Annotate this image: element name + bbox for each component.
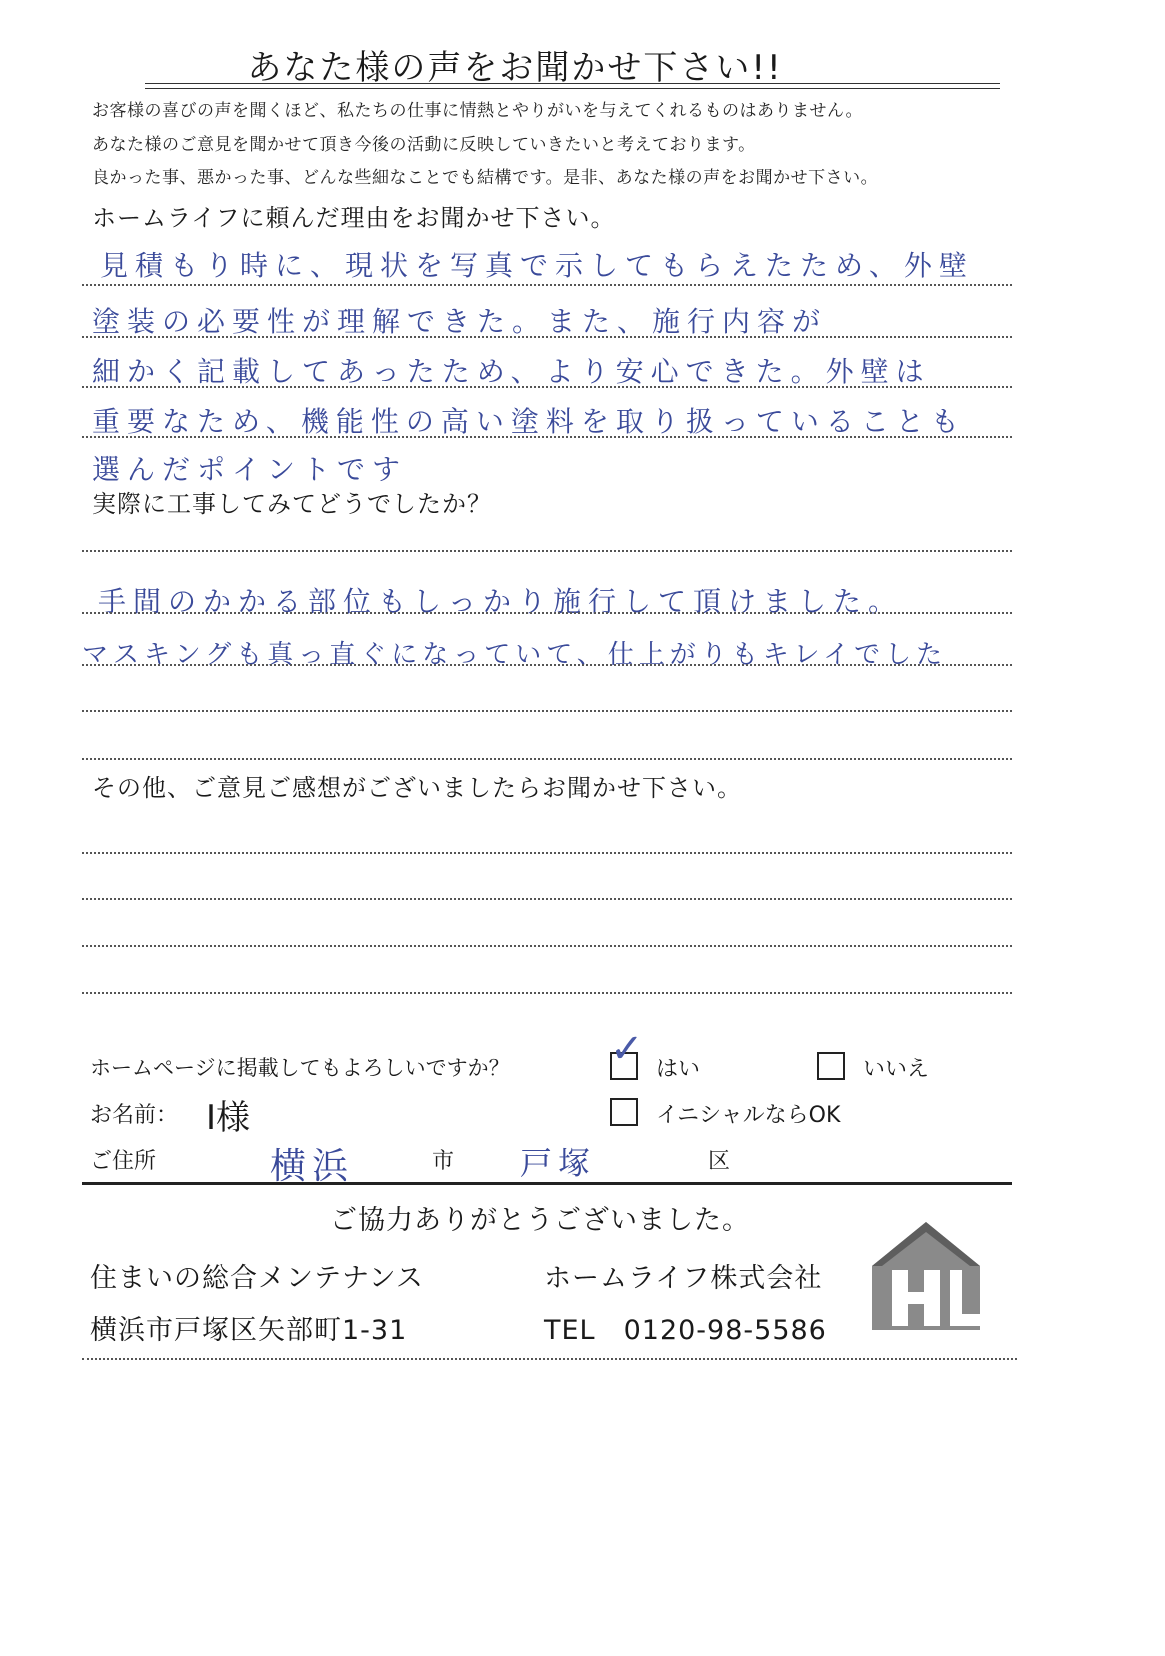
name-label: お名前： xyxy=(90,1103,179,1128)
intro-line-2: あなた様のご意見を聞かせて頂き今後の活動に反映していきたいと考えております。 xyxy=(92,135,756,155)
company-tagline: 住まいの総合メンテナンス xyxy=(90,1263,424,1294)
publish-yes-label: はい xyxy=(656,1057,701,1082)
answer-experience-line-1: 手間のかかる部位もしっかり施行して頂けました。 xyxy=(98,585,904,618)
address-ward-value: 戸塚 xyxy=(520,1144,597,1182)
publish-no-checkbox[interactable] xyxy=(817,1052,845,1080)
answer-line-rule xyxy=(82,758,1012,760)
answer-line-rule xyxy=(82,386,1012,388)
house-logo-icon xyxy=(862,1218,990,1338)
answer-line-rule xyxy=(82,612,1012,614)
title-underline-2 xyxy=(145,88,1000,89)
answer-line-rule xyxy=(82,992,1012,994)
answer-line-rule xyxy=(82,436,1012,438)
initial-ok-label: イニシャルならOK xyxy=(656,1103,841,1128)
footer-rule xyxy=(82,1358,1017,1360)
company-name: ホームライフ株式会社 xyxy=(544,1263,823,1294)
page-title: あなた様の声をお聞かせ下さい!! xyxy=(247,48,783,88)
publish-no-label: いいえ xyxy=(863,1057,930,1082)
answer-line-rule xyxy=(82,550,1012,552)
name-value: I様 xyxy=(206,1098,251,1138)
check-mark: ✓ xyxy=(610,1026,644,1072)
answer-reason-line-1: 見積もり時に、現状を写真で示してもらえたため、外壁 xyxy=(100,249,974,282)
address-ward-label: 区 xyxy=(708,1149,731,1174)
question-other: その他、ご意見ご感想がございましたらお聞かせ下さい。 xyxy=(92,774,742,802)
intro-line-1: お客様の喜びの声を聞くほど、私たちの仕事に情熱とやりがいを与えてくれるものはありません。 xyxy=(92,101,864,121)
company-address: 横浜市戸塚区矢部町1-31 xyxy=(90,1315,408,1346)
address-rule xyxy=(82,1182,1012,1185)
address-label: ご住所 xyxy=(90,1149,157,1174)
answer-reason-line-4: 重要なため、機能性の高い塗料を取り扱っていることも xyxy=(92,405,966,438)
title-underline xyxy=(145,83,1000,84)
question-experience: 実際に工事してみてどうでしたか？ xyxy=(92,490,492,518)
answer-experience-line-2: マスキングも真っ直ぐになっていて、仕上がりもキレイでした xyxy=(82,640,948,670)
answer-line-rule xyxy=(82,898,1012,900)
company-tel: TEL 0120-98-5586 xyxy=(544,1315,827,1346)
publish-question: ホームページに掲載してもよろしいですか？ xyxy=(90,1056,510,1080)
answer-line-rule xyxy=(82,336,1012,338)
thanks-message: ご協力ありがとうございました。 xyxy=(330,1205,750,1236)
question-reason: ホームライフに頼んだ理由をお聞かせ下さい。 xyxy=(92,204,616,232)
answer-reason-line-3: 細かく記載してあったため、より安心できた。外壁は xyxy=(92,355,931,388)
answer-line-rule xyxy=(82,945,1012,947)
intro-line-3: 良かった事、悪かった事、どんな些細なことでも結構です。是非、あなた様の声をお聞かせ下さい。 xyxy=(92,168,879,188)
answer-line-rule xyxy=(82,710,1012,712)
address-city-value: 横浜 xyxy=(270,1146,355,1187)
answer-line-rule xyxy=(82,664,1012,666)
answer-reason-line-5: 選んだポイントです xyxy=(92,453,408,486)
answer-line-rule xyxy=(82,852,1012,854)
address-city-label: 市 xyxy=(432,1149,455,1174)
answer-line-rule xyxy=(82,284,1012,286)
initial-ok-checkbox[interactable] xyxy=(610,1098,638,1126)
answer-reason-line-2: 塗装の必要性が理解できた。また、施行内容が xyxy=(92,305,828,338)
